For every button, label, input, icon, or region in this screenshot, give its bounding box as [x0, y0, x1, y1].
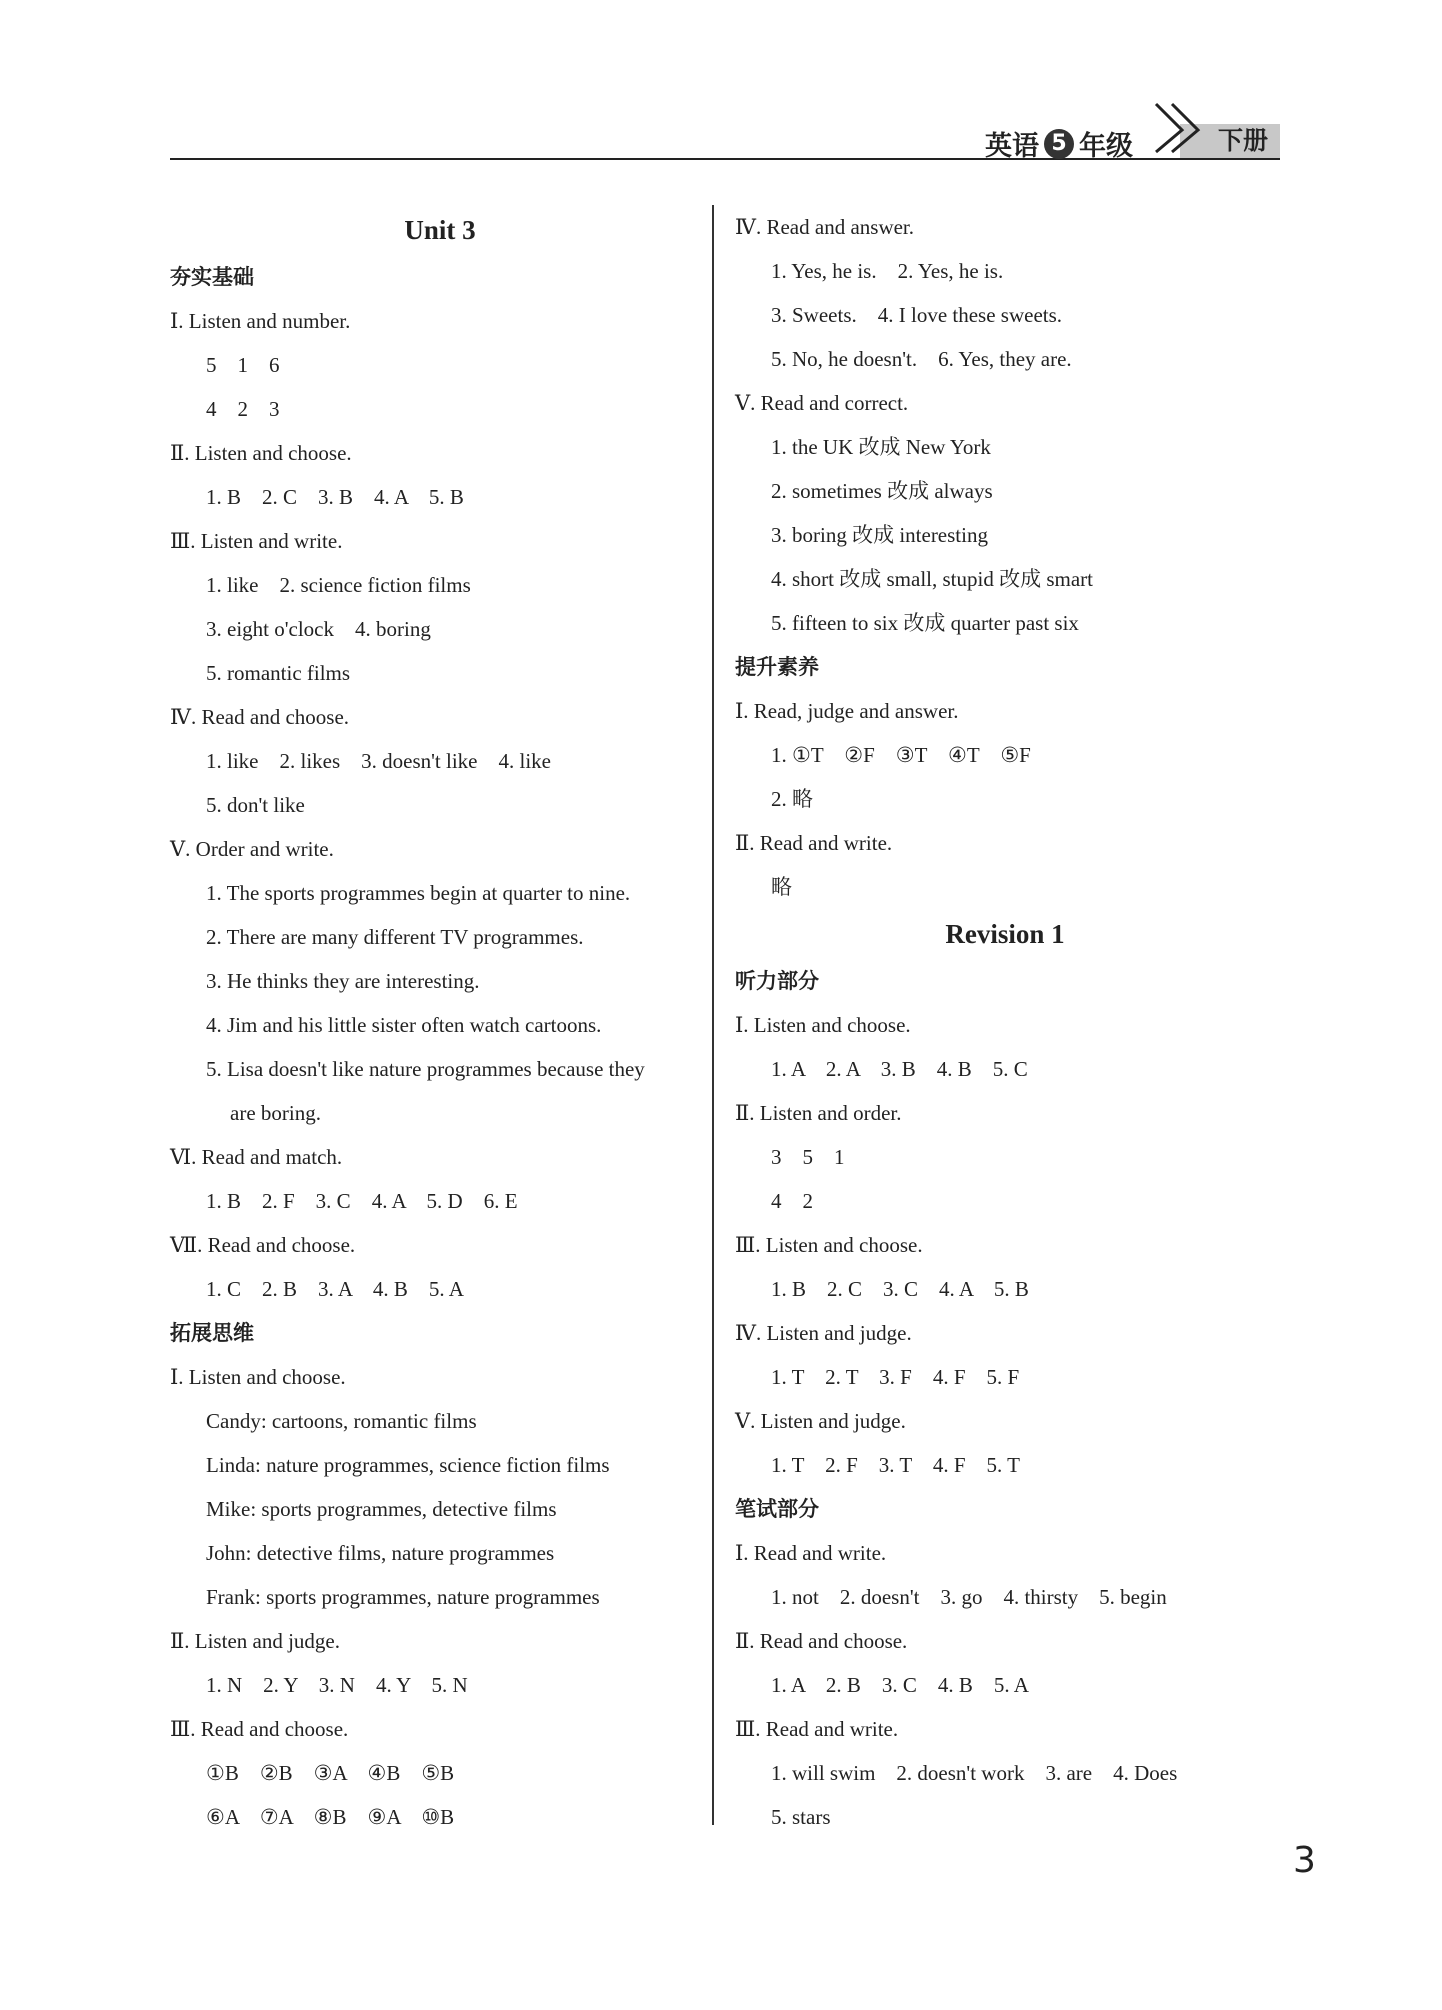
grade-suffix: 年级 [1079, 131, 1133, 162]
section-heading: 笔试部分 [735, 1497, 819, 1521]
answer-line: 5. fifteen to six 改成 quarter past six [771, 611, 1079, 635]
exercise-heading: Ⅰ. Read, judge and answer. [735, 699, 959, 723]
answer-line: 5. don't like [206, 793, 305, 817]
answer-line: 4 2 [771, 1189, 813, 1213]
answer-line: 1. A 2. B 3. C 4. B 5. A [771, 1673, 1029, 1697]
answer-line: Candy: cartoons, romantic films [206, 1409, 477, 1433]
answer-line: 1. T 2. T 3. F 4. F 5. F [771, 1365, 1020, 1389]
exercise-heading: Ⅴ. Listen and judge. [735, 1409, 906, 1433]
subject-label: 英语 [985, 131, 1039, 162]
exercise-heading: Ⅲ. Listen and write. [170, 529, 343, 553]
answer-line: 5 1 6 [206, 353, 280, 377]
answer-line: 1. T 2. F 3. T 4. F 5. T [771, 1453, 1020, 1477]
exercise-heading: Ⅳ. Read and choose. [170, 705, 350, 729]
answer-line: Linda: nature programmes, science fiction films [206, 1453, 610, 1477]
exercise-heading: Ⅳ. Read and answer. [735, 215, 915, 239]
exercise-heading: Ⅴ. Order and write. [170, 837, 334, 861]
answer-line: 4. Jim and his little sister often watch cartoons. [206, 1013, 602, 1037]
answer-line: 1. ①T ②F ③T ④T ⑤F [771, 743, 1031, 767]
column-divider [712, 205, 714, 1825]
exercise-heading: Ⅴ. Read and correct. [735, 391, 909, 415]
section-heading: 夯实基础 [170, 265, 254, 289]
exercise-heading: Ⅰ. Read and write. [735, 1541, 887, 1565]
section-heading: 提升素养 [735, 655, 819, 679]
section-heading: 拓展思维 [170, 1321, 254, 1345]
answer-line: John: detective films, nature programmes [206, 1541, 555, 1565]
double-chevron-icon [1152, 100, 1214, 156]
exercise-heading: Ⅱ. Read and write. [735, 831, 893, 855]
right-column [735, 205, 1275, 1839]
exercise-heading: Ⅰ. Listen and number. [170, 309, 351, 333]
grade-number-badge: 5 [1044, 129, 1074, 159]
answer-line: 1. B 2. F 3. C 4. A 5. D 6. E [206, 1189, 518, 1213]
section-heading: 听力部分 [735, 969, 819, 993]
volume-label: 下册 [1180, 124, 1280, 158]
answer-line: 2. sometimes 改成 always [771, 479, 993, 503]
answer-line: 2. 略 [771, 787, 813, 811]
answer-line: 5. Lisa doesn't like nature programmes because they [206, 1057, 645, 1081]
unit-title: Revision 1 [945, 919, 1065, 949]
answer-line: 4. short 改成 small, stupid 改成 smart [771, 567, 1093, 591]
left-column [170, 205, 710, 1839]
answer-line: 1. the UK 改成 New York [771, 435, 991, 459]
answer-line: 4 2 3 [206, 397, 280, 421]
answer-line: ⑥A ⑦A ⑧B ⑨A ⑩B [206, 1805, 455, 1829]
answer-line: 1. The sports programmes begin at quarter to nine. [206, 881, 631, 905]
exercise-heading: Ⅲ. Read and choose. [170, 1717, 349, 1741]
exercise-heading: Ⅰ. Listen and choose. [170, 1365, 346, 1389]
answer-line: 3. Sweets. 4. I love these sweets. [771, 303, 1063, 327]
answer-line: 3. eight o'clock 4. boring [206, 617, 431, 641]
exercise-heading: Ⅱ. Listen and choose. [170, 441, 352, 465]
answer-line: 1. A 2. A 3. B 4. B 5. C [771, 1057, 1028, 1081]
answer-line: ①B ②B ③A ④B ⑤B [206, 1761, 455, 1785]
exercise-heading: Ⅲ. Read and write. [735, 1717, 899, 1741]
exercise-heading: Ⅱ. Read and choose. [735, 1629, 908, 1653]
answer-line: 略 [771, 875, 792, 899]
answer-line-continued: are boring. [230, 1101, 321, 1125]
answer-line: 1. like 2. likes 3. doesn't like 4. like [206, 749, 551, 773]
answer-line: 5. romantic films [206, 661, 351, 685]
answer-line: Mike: sports programmes, detective films [206, 1497, 557, 1521]
answer-line: 3 5 1 [771, 1145, 845, 1169]
answer-line: 5. No, he doesn't. 6. Yes, they are. [771, 347, 1072, 371]
exercise-heading: Ⅰ. Listen and choose. [735, 1013, 911, 1037]
exercise-heading: Ⅵ. Read and match. [170, 1145, 343, 1169]
answer-line: 1. Yes, he is. 2. Yes, he is. [771, 259, 1004, 283]
exercise-heading: Ⅱ. Listen and judge. [170, 1629, 340, 1653]
answer-line: 3. He thinks they are interesting. [206, 969, 480, 993]
answer-line: 1. C 2. B 3. A 4. B 5. A [206, 1277, 464, 1301]
answer-line: 5. stars [771, 1805, 831, 1829]
exercise-heading: Ⅶ. Read and choose. [170, 1233, 356, 1257]
unit-title: Unit 3 [404, 215, 476, 245]
exercise-heading: Ⅲ. Listen and choose. [735, 1233, 923, 1257]
answer-line: Frank: sports programmes, nature programmes [206, 1585, 600, 1609]
answer-line: 1. B 2. C 3. B 4. A 5. B [206, 485, 464, 509]
page-number: 3 [1293, 1840, 1316, 1881]
answer-line: 1. N 2. Y 3. N 4. Y 5. N [206, 1673, 468, 1697]
answer-line: 1. will swim 2. doesn't work 3. are 4. Does [771, 1761, 1178, 1785]
answer-line: 1. like 2. science fiction films [206, 573, 471, 597]
answer-line: 3. boring 改成 interesting [771, 523, 988, 547]
exercise-heading: Ⅱ. Listen and order. [735, 1101, 902, 1125]
answer-line: 1. not 2. doesn't 3. go 4. thirsty 5. begin [771, 1585, 1167, 1609]
exercise-heading: Ⅳ. Listen and judge. [735, 1321, 912, 1345]
answer-line: 2. There are many different TV programmes. [206, 925, 584, 949]
header-subject [985, 124, 1133, 163]
answer-line: 1. B 2. C 3. C 4. A 5. B [771, 1277, 1029, 1301]
